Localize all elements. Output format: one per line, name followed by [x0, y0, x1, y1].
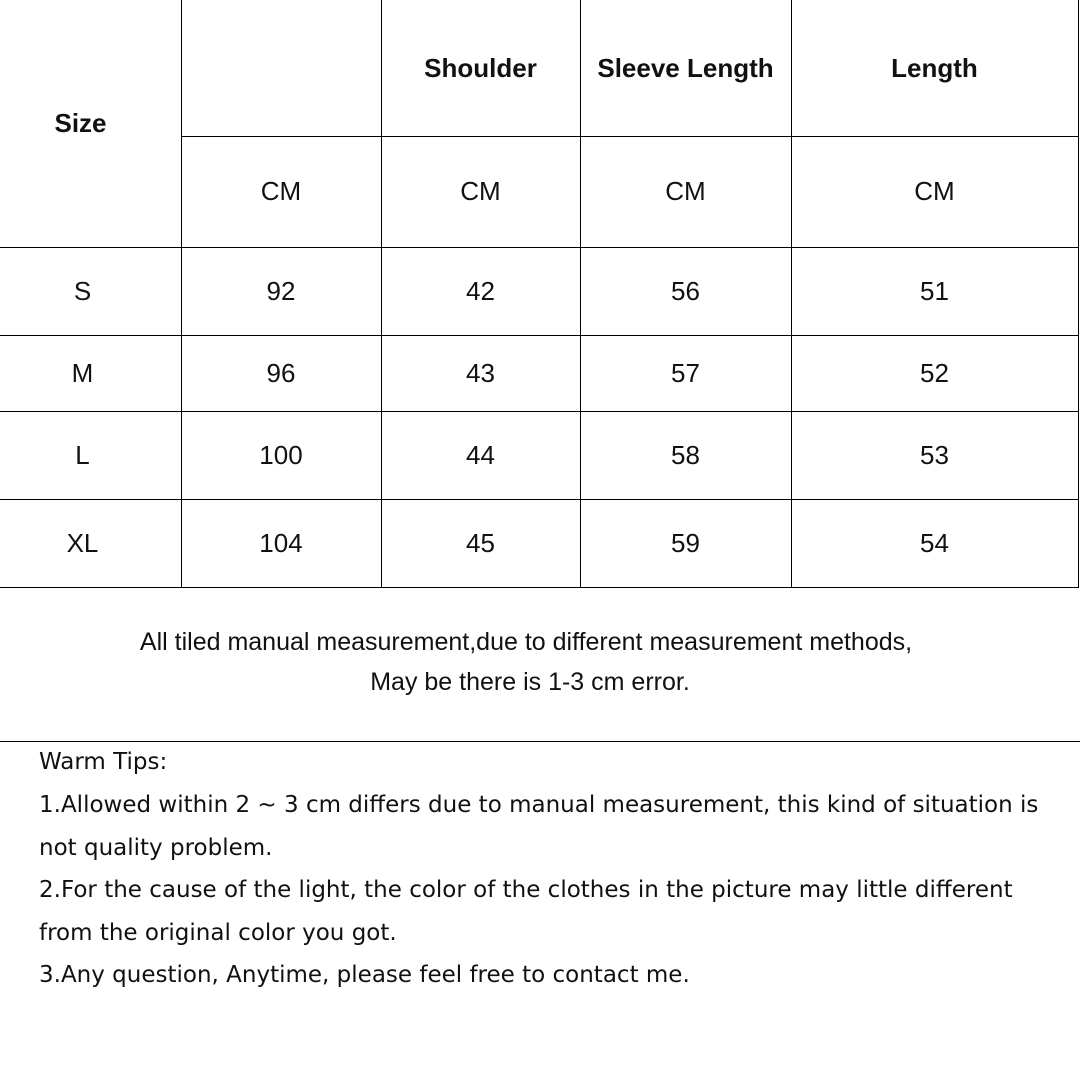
table-cell: 43	[466, 357, 495, 388]
table-cell: 59	[671, 527, 700, 558]
warm-tips-line: 3.Any question, Anytime, please feel free to contact me.	[39, 962, 690, 988]
column-header-shoulder: Shoulder	[424, 52, 537, 83]
table-cell: 53	[920, 439, 949, 470]
unit-label: CM	[260, 176, 302, 206]
warm-tips-line: from the original color you got.	[39, 920, 397, 946]
unit-label: CM	[460, 176, 501, 206]
table-cell: 58	[671, 439, 700, 470]
grid-line	[0, 587, 1079, 588]
table-cell: 45	[466, 527, 495, 558]
unit-label: CM	[665, 176, 706, 206]
measurement-note-line-1: All tiled manual measurement,due to different measurement methods,	[139, 628, 913, 656]
warm-tips-line: 1.Allowed within 2 ~ 3 cm differs due to manual measurement, this kind of situation is	[39, 792, 1039, 818]
size-label: M	[71, 357, 94, 388]
size-label: L	[75, 439, 90, 470]
size-label: XL	[66, 527, 99, 558]
column-header-chest	[181, 0, 381, 136]
table-cell: 44	[466, 439, 495, 470]
table-cell: 100	[259, 439, 303, 470]
table-cell: 96	[266, 357, 296, 388]
table-cell: 92	[266, 275, 296, 306]
table-cell: 51	[920, 275, 949, 306]
unit-label: CM	[914, 176, 955, 206]
warm-tips-line: 2.For the cause of the light, the color of the clothes in the picture may little different	[39, 877, 1013, 903]
table-cell: 52	[920, 357, 949, 388]
table-cell: 57	[671, 357, 700, 388]
table-cell: 54	[920, 527, 949, 558]
table-cell: 56	[671, 275, 700, 306]
column-header-length: Length	[891, 52, 978, 83]
table-cell: 42	[466, 275, 495, 306]
size-header: Size	[54, 108, 107, 138]
size-label: S	[73, 275, 92, 306]
warm-tips-line: not quality problem.	[39, 835, 273, 861]
divider	[0, 741, 1080, 742]
measurement-note-line-2: May be there is 1-3 cm error.	[370, 668, 690, 696]
table-cell: 104	[259, 527, 303, 558]
column-header-sleeve-length: Sleeve Length	[597, 52, 774, 83]
warm-tips-title: Warm Tips:	[39, 749, 168, 775]
